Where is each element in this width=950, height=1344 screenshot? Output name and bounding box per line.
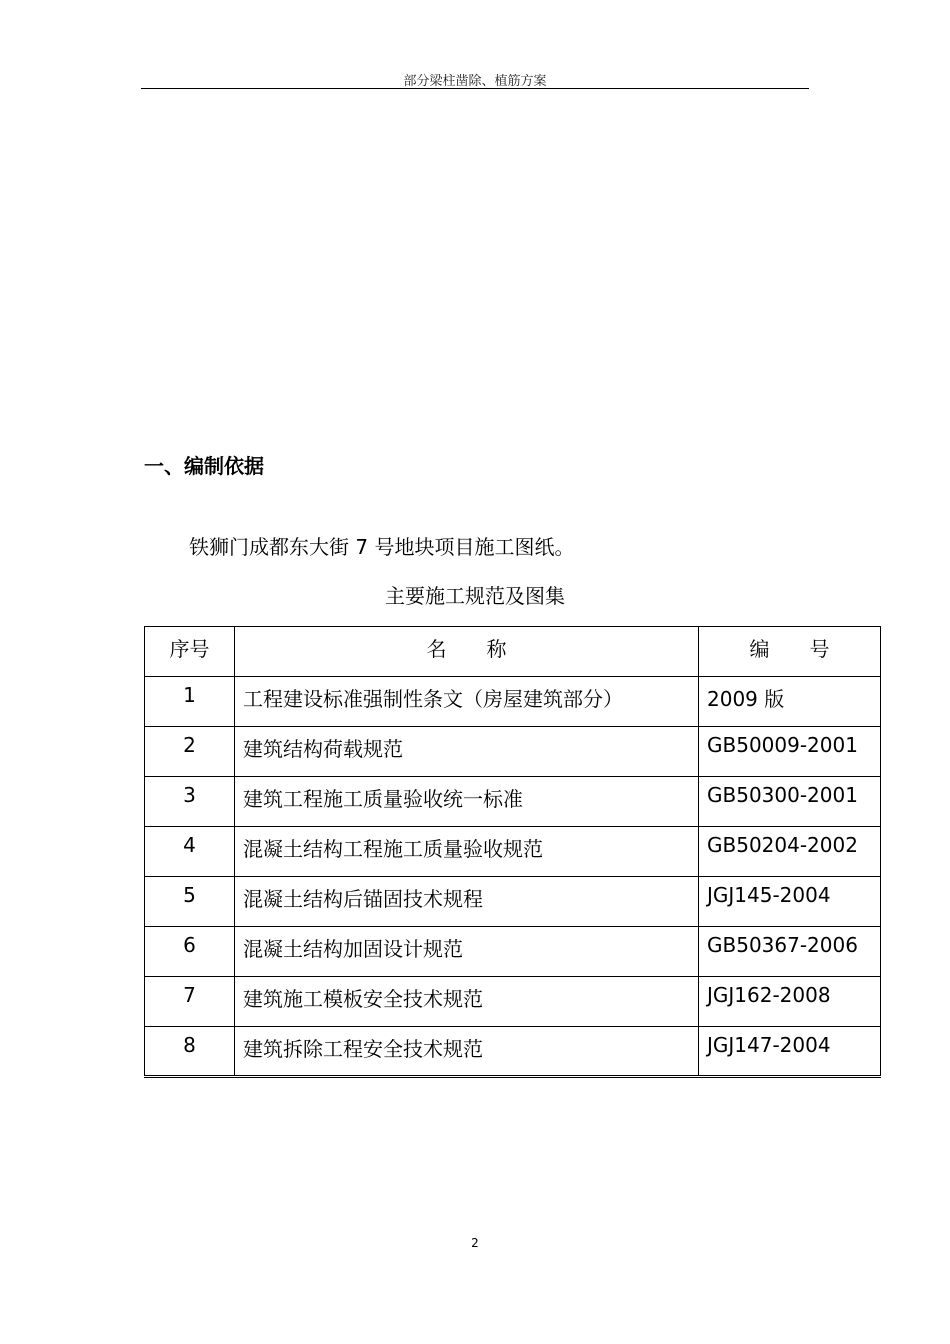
row-no: 6 [145,927,235,977]
row-no: 2 [145,727,235,777]
row-code: 2009 版 [699,677,881,727]
table-caption: 主要施工规范及图集 [385,584,565,608]
row-name: 建筑施工模板安全技术规范 [235,977,699,1027]
row-name: 混凝土结构工程施工质量验收规范 [235,827,699,877]
row-no: 1 [145,677,235,727]
row-no: 5 [145,877,235,927]
row-name: 建筑结构荷载规范 [235,727,699,777]
table-row [145,677,881,727]
row-code: GB50367-2006 [699,927,881,977]
row-name: 建筑拆除工程安全技术规范 [235,1027,699,1077]
row-name: 工程建设标准强制性条文（房屋建筑部分） [235,677,699,727]
table-row [145,727,881,777]
row-name: 混凝土结构后锚固技术规程 [235,877,699,927]
page-number: 2 [471,1236,479,1250]
body-paragraph: 铁狮门成都东大街 7 号地块项目施工图纸。 [189,535,575,559]
specs-table [144,626,881,1078]
table-row [145,827,881,877]
row-code: JGJ162-2008 [699,977,881,1027]
row-name: 混凝土结构加固设计规范 [235,927,699,977]
header-rule [141,88,809,89]
table-row [145,1027,881,1077]
row-no: 4 [145,827,235,877]
header-name: 名 称 [235,627,699,677]
section-heading: 一、编制依据 [144,454,264,478]
row-code: JGJ147-2004 [699,1027,881,1077]
row-code: GB50009-2001 [699,727,881,777]
row-no: 8 [145,1027,235,1077]
table-header-row [145,627,881,677]
header-no: 序号 [145,627,235,677]
row-code: GB50204-2002 [699,827,881,877]
row-no: 7 [145,977,235,1027]
table-row [145,927,881,977]
table-row [145,977,881,1027]
page-header-title: 部分梁柱凿除、植筋方案 [403,74,547,89]
row-no: 3 [145,777,235,827]
row-code: JGJ145-2004 [699,877,881,927]
row-code: GB50300-2001 [699,777,881,827]
table-row [145,777,881,827]
header-code: 编 号 [699,627,881,677]
table-row [145,877,881,927]
row-name: 建筑工程施工质量验收统一标准 [235,777,699,827]
